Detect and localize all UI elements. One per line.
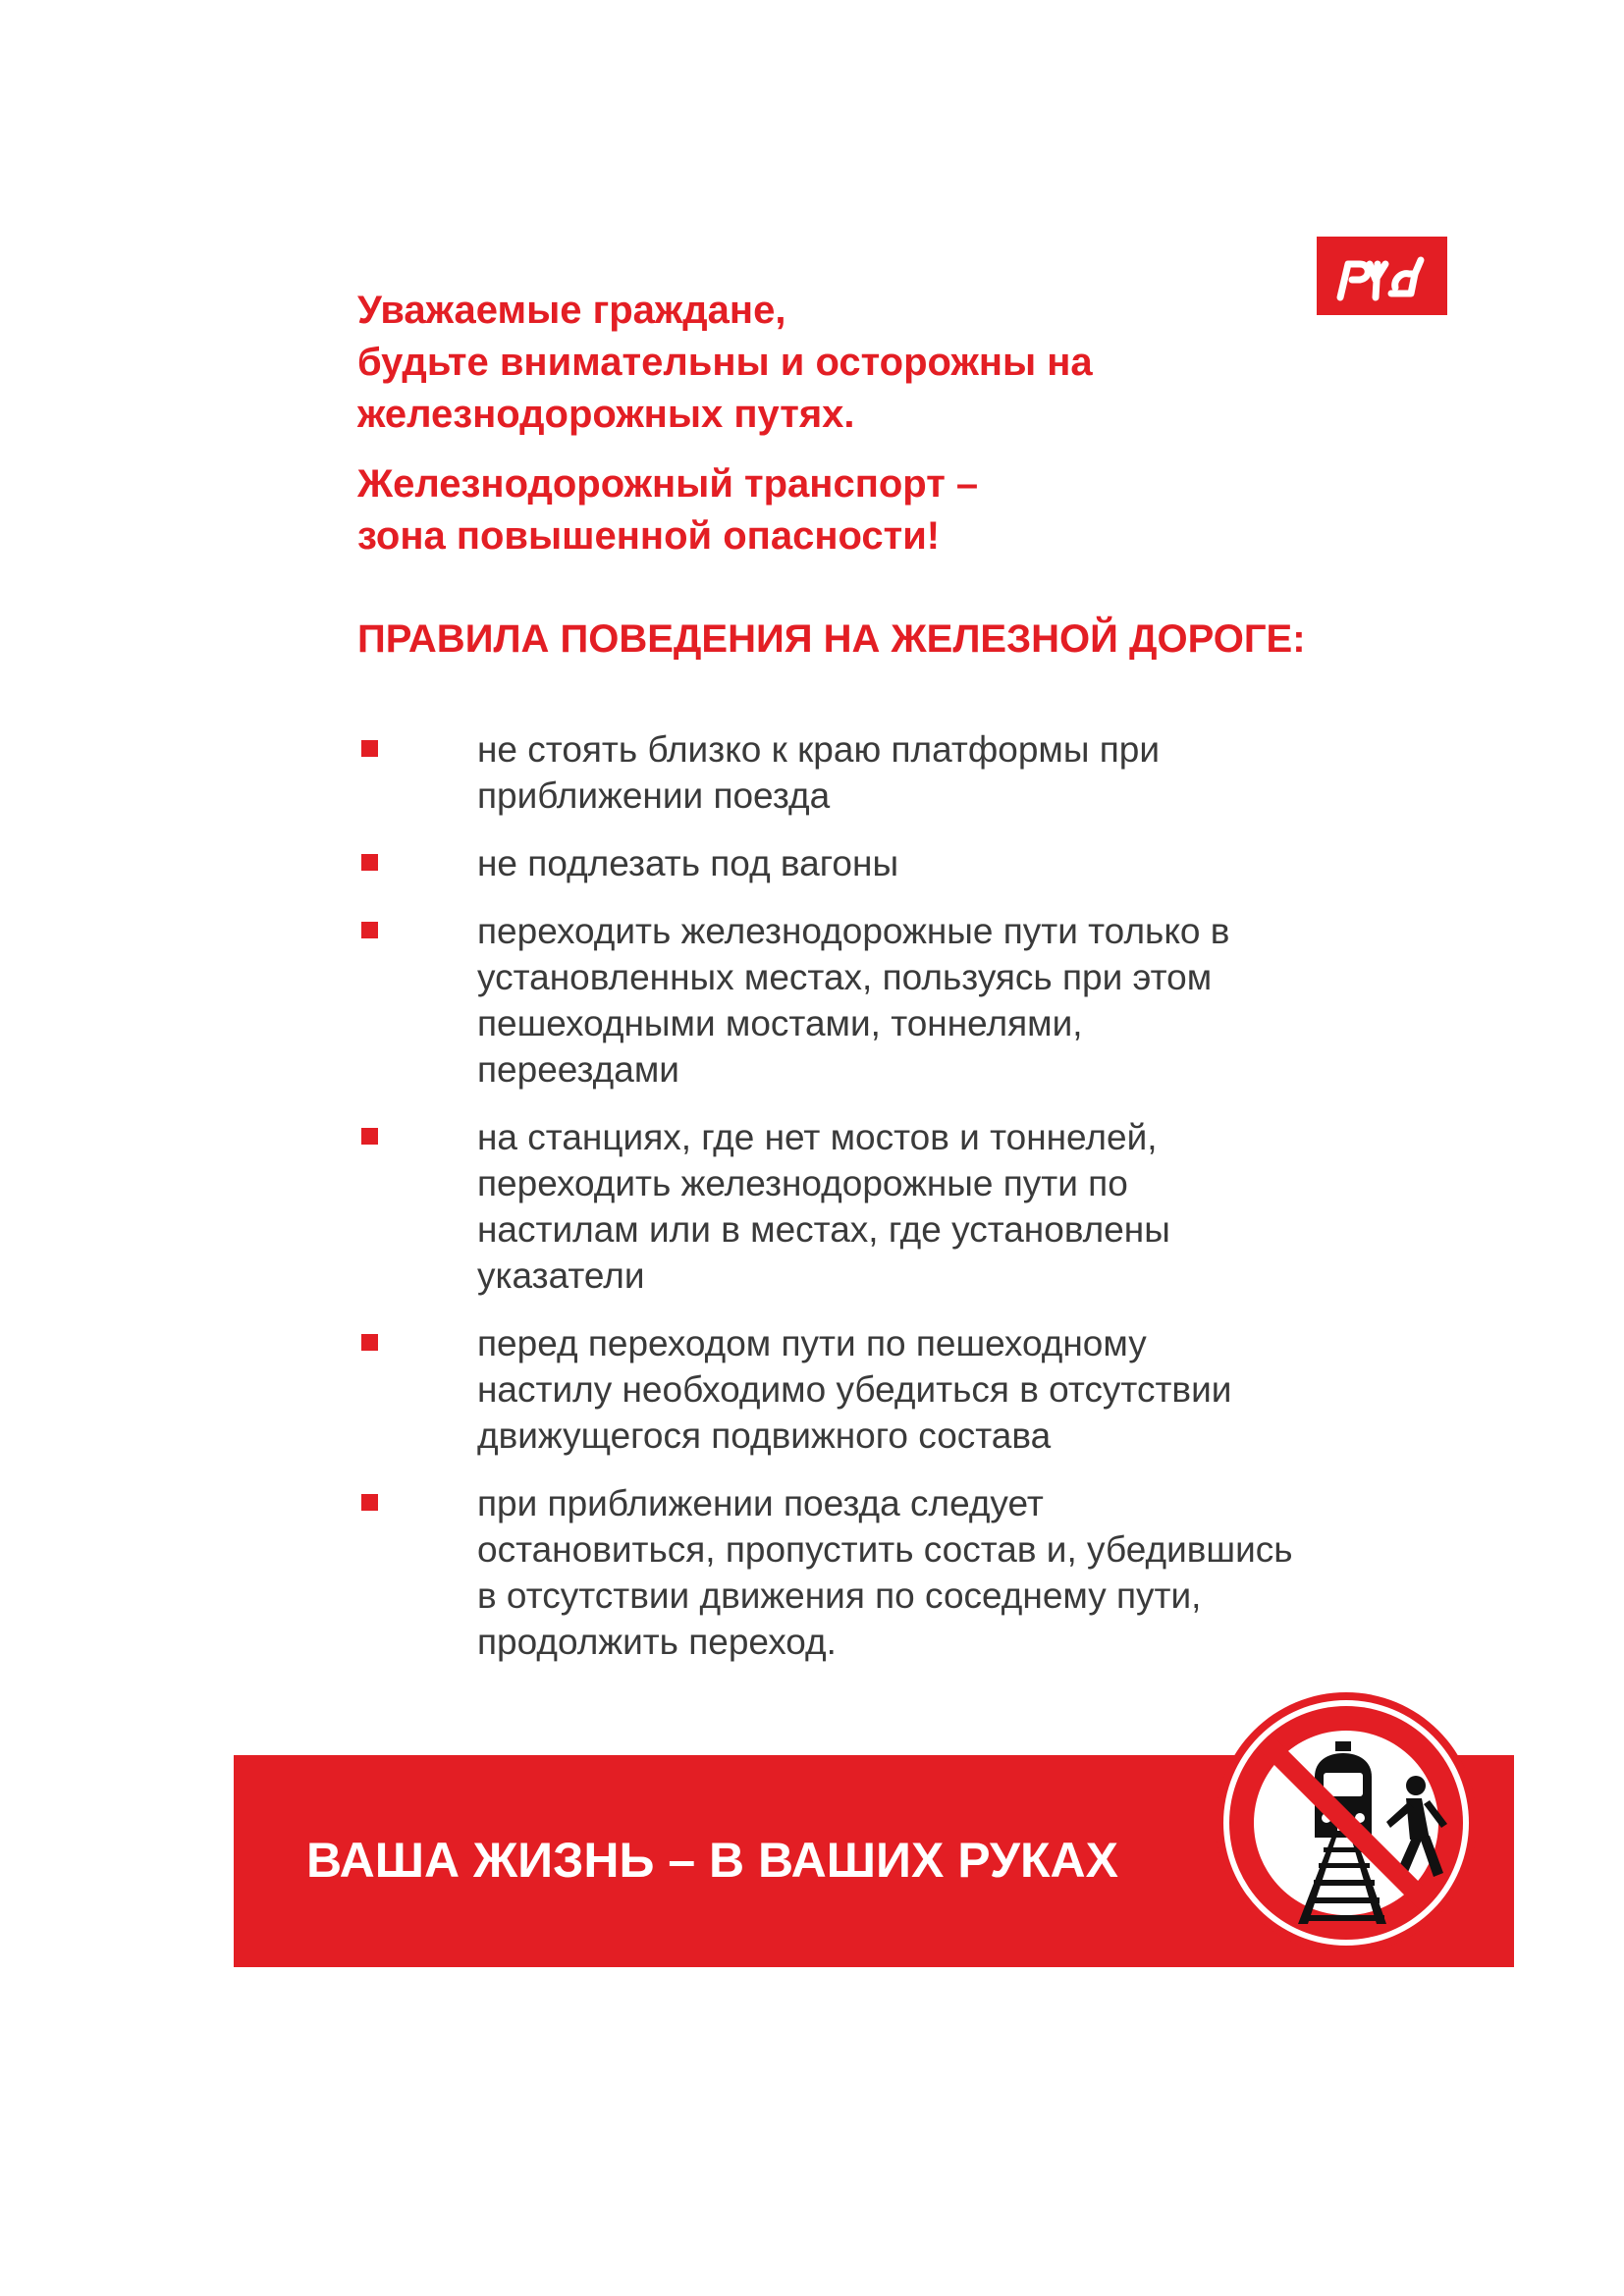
rule-text-line: в отсутствии движения по соседнему пути, — [477, 1575, 1202, 1616]
rule-text-line: установленных местах, пользуясь при этом — [477, 957, 1213, 997]
slogan-text: ВАША ЖИЗНЬ – В ВАШИХ РУКАХ — [306, 1833, 1118, 1888]
rule-text-line: перед переходом пути по пешеходному — [477, 1323, 1147, 1363]
rule-text-line: не подлезать под вагоны — [477, 843, 899, 883]
no-pedestrians-on-tracks-sign-icon — [1214, 1690, 1479, 1955]
greeting-line: железнодорожных путях. — [357, 393, 855, 436]
rule-item — [357, 908, 1437, 1093]
rule-item — [357, 1320, 1437, 1459]
rule-text-line: настилу необходимо убедиться в отсутствии — [477, 1369, 1232, 1410]
rule-text-line: переездами — [477, 1049, 679, 1090]
rule-text-line: движущегося подвижного состава — [477, 1415, 1052, 1456]
square-bullet-icon — [361, 922, 378, 938]
rule-item — [357, 726, 1437, 819]
rules-title: ПРАВИЛА ПОВЕДЕНИЯ НА ЖЕЛЕЗНОЙ ДОРОГЕ: — [357, 617, 1306, 661]
rule-item — [357, 1114, 1437, 1299]
rule-text-line: на станциях, где нет мостов и тоннелей, — [477, 1117, 1158, 1157]
rule-text-line: приближении поезда — [477, 775, 831, 816]
rule-text-line: продолжить переход. — [477, 1622, 837, 1662]
rule-text-line: указатели — [477, 1255, 645, 1296]
square-bullet-icon — [361, 1128, 378, 1145]
square-bullet-icon — [361, 1494, 378, 1511]
intro-block — [357, 285, 1457, 562]
rule-text-line: остановиться, пропустить состав и, убедившись — [477, 1529, 1293, 1570]
rule-text-line: переходить железнодорожные пути по — [477, 1163, 1128, 1203]
warning-line: зона повышенной опасности! — [357, 514, 941, 558]
square-bullet-icon — [361, 854, 378, 871]
square-bullet-icon — [361, 740, 378, 757]
rule-item — [357, 840, 1437, 886]
greeting-line: Уважаемые граждане, — [357, 289, 786, 332]
warning-line: Железнодорожный транспорт – — [357, 462, 979, 506]
rule-text-line: переходить железнодорожные пути только в — [477, 911, 1230, 951]
intro-spacer — [357, 441, 1457, 458]
rule-text-line: настилам или в местах, где установлены — [477, 1209, 1170, 1250]
rule-text-line: не стоять близко к краю платформы при — [477, 729, 1161, 770]
rules-list — [357, 726, 1437, 1686]
rule-text-line: пешеходными мостами, тоннелями, — [477, 1003, 1083, 1043]
rule-text-line: при приближении поезда следует — [477, 1483, 1044, 1523]
greeting-line: будьте внимательны и осторожны на — [357, 341, 1093, 384]
rule-item — [357, 1480, 1437, 1665]
square-bullet-icon — [361, 1334, 378, 1351]
